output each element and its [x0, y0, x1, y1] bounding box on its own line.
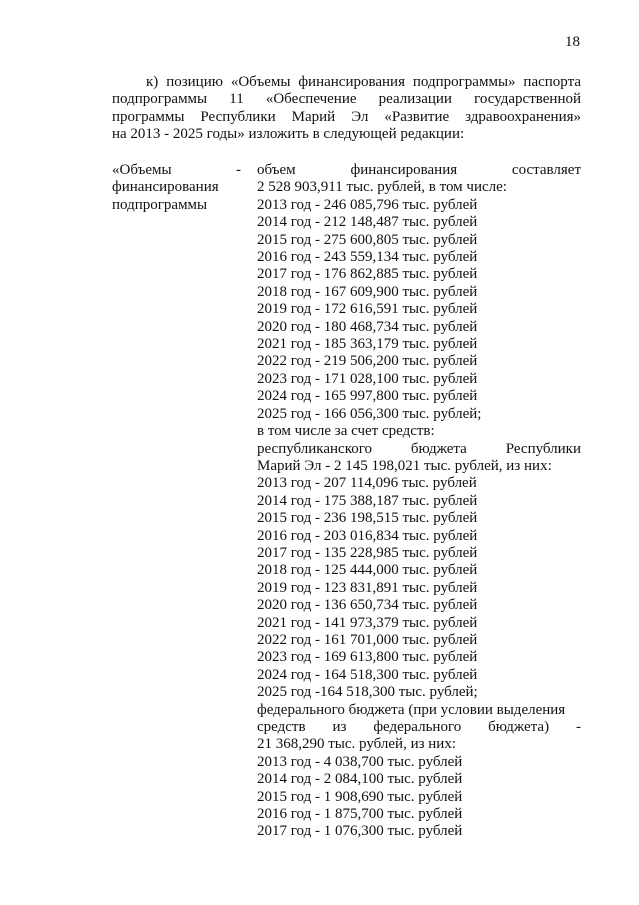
label-line: финансирования: [112, 179, 219, 196]
financing-line: 2025 год - 166 056,300 тыс. рублей;: [257, 405, 482, 422]
financing-line: республиканского бюджета Республики: [257, 440, 581, 457]
financing-line: 2022 год - 219 506,200 тыс. рублей: [257, 353, 478, 370]
financing-line: объем финансирования составляет: [257, 162, 581, 178]
financing-line: 2016 год - 243 559,134 тыс. рублей: [257, 249, 478, 266]
intro-line: подпрограммы 11 «Обеспечение реализации государственной: [112, 91, 581, 108]
financing-line: 2014 год - 212 148,487 тыс. рублей: [257, 214, 478, 231]
financing-line: 2023 год - 171 028,100 тыс. рублей: [257, 370, 478, 387]
financing-line: 2022 год - 161 701,000 тыс. рублей: [257, 631, 478, 648]
financing-line: 2021 год - 141 973,379 тыс. рублей: [257, 614, 478, 631]
financing-line: 2013 год - 246 085,796 тыс. рублей: [257, 196, 478, 213]
financing-line: 2 528 903,911 тыс. рублей, в том числе:: [257, 179, 507, 196]
financing-line: 2015 год - 236 198,515 тыс. рублей: [257, 510, 478, 527]
financing-text: [257, 162, 581, 841]
financing-line: федерального бюджета (при условии выделения: [257, 701, 566, 718]
financing-line: 2017 год - 1 076,300 тыс. рублей: [257, 823, 463, 840]
financing-line: 2014 год - 2 084,100 тыс. рублей: [257, 771, 463, 788]
financing-line: 2013 год - 4 038,700 тыс. рублей: [257, 753, 463, 770]
financing-line: 2013 год - 207 114,096 тыс. рублей: [257, 475, 477, 492]
financing-line: 2016 год - 1 875,700 тыс. рублей: [257, 806, 463, 823]
financing-line: 2020 год - 180 468,734 тыс. рублей: [257, 318, 478, 335]
financing-line: 2018 год - 167 609,900 тыс. рублей: [257, 283, 478, 300]
label-line: подпрограммы: [112, 196, 208, 213]
financing-line: 2017 год - 176 862,885 тыс. рублей: [257, 266, 478, 283]
financing-line: 2025 год -164 518,300 тыс. рублей;: [257, 684, 478, 701]
financing-line: 2024 год - 165 997,800 тыс. рублей: [257, 388, 478, 405]
intro-paragraph: [112, 74, 581, 144]
financing-line: 2015 год - 275 600,805 тыс. рублей: [257, 231, 478, 248]
financing-line: 2019 год - 172 616,591 тыс. рублей: [257, 301, 478, 318]
intro-line: на 2013 - 2025 годы» изложить в следующей редакции:: [112, 126, 465, 143]
page-number: 18: [565, 34, 580, 50]
intro-line: к) позицию «Объемы финансирования подпрограммы» паспорта: [146, 74, 581, 90]
financing-line: 21 368,290 тыс. рублей, из них:: [257, 736, 456, 753]
financing-line: 2023 год - 169 613,800 тыс. рублей: [257, 649, 478, 666]
intro-line: программы Республики Марий Эл «Развитие здравоохранения»: [112, 108, 581, 125]
label-line: «Объемы: [112, 162, 172, 178]
financing-line: Марий Эл - 2 145 198,021 тыс. рублей, из них:: [257, 457, 552, 474]
financing-line: 2024 год - 164 518,300 тыс. рублей: [257, 666, 478, 683]
financing-line: 2014 год - 175 388,187 тыс. рублей: [257, 492, 478, 509]
financing-line: 2015 год - 1 908,690 тыс. рублей: [257, 788, 463, 805]
financing-line: средств из федерального бюджета) -: [257, 719, 581, 735]
position-label: [112, 162, 242, 214]
financing-line: 2018 год - 125 444,000 тыс. рублей: [257, 562, 478, 579]
label-dash: -: [236, 162, 241, 178]
financing-line: в том числе за счет средств:: [257, 423, 435, 440]
financing-line: 2016 год - 203 016,834 тыс. рублей: [257, 527, 478, 544]
financing-line: 2019 год - 123 831,891 тыс. рублей: [257, 579, 478, 596]
financing-line: 2020 год - 136 650,734 тыс. рублей: [257, 597, 478, 614]
financing-line: 2017 год - 135 228,985 тыс. рублей: [257, 544, 478, 561]
financing-line: 2021 год - 185 363,179 тыс. рублей: [257, 336, 478, 353]
